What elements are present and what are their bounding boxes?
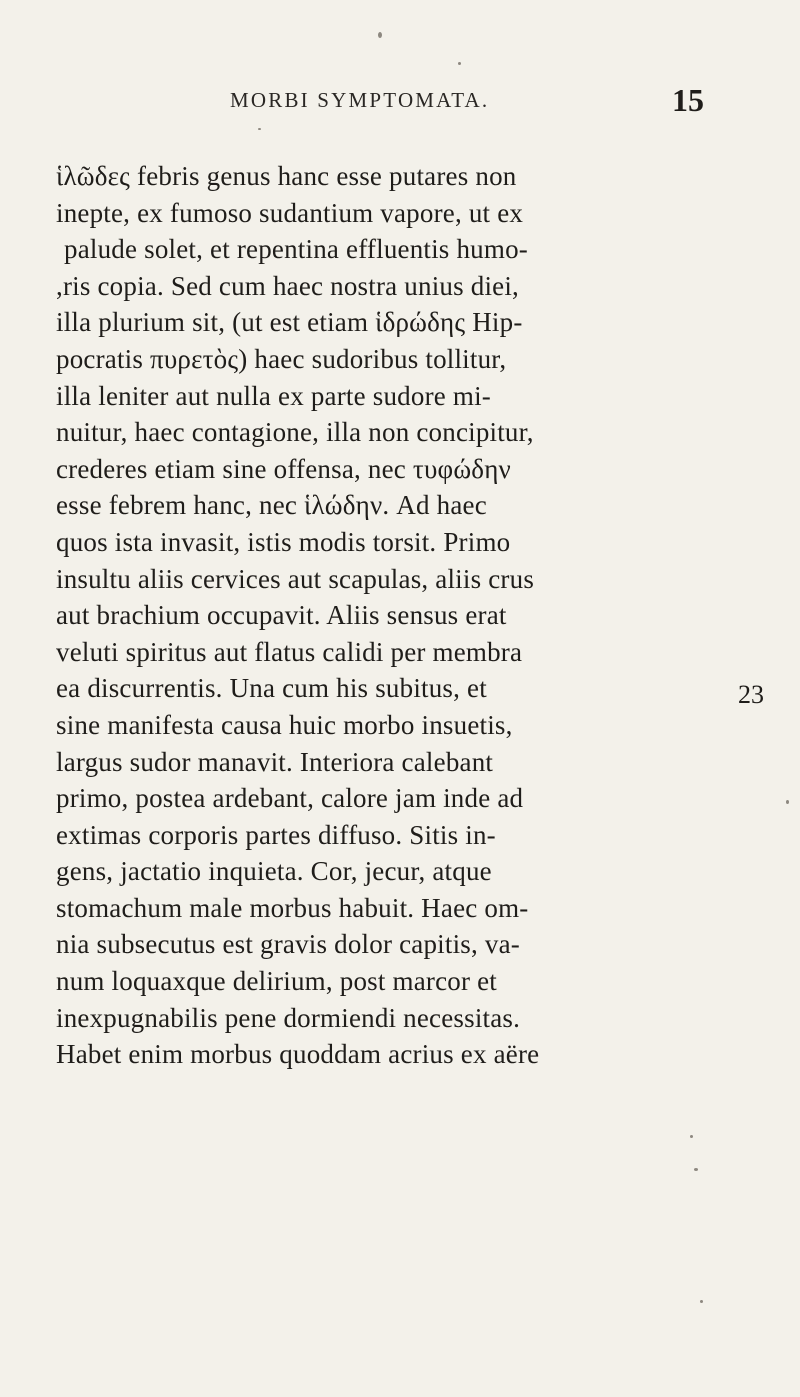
text-line: num loquaxque delirium, post marcor et	[56, 966, 497, 997]
running-head: MORBI SYMPTOMATA.	[230, 88, 490, 112]
ink-speck	[786, 800, 789, 804]
text-line: illa plurium sit, (ut est etiam ἱδρώδης Hip-	[56, 307, 523, 338]
text-line: ea discurrentis. Una cum his subitus, et	[56, 673, 487, 704]
text-line: crederes etiam sine offensa, nec τυφώδην	[56, 453, 511, 484]
text-line: insultu aliis cervices aut scapulas, aliis crus	[56, 563, 535, 594]
ink-speck	[458, 62, 461, 65]
text-line: veluti spiritus aut flatus calidi per membra	[56, 636, 523, 667]
text-line: gens, jactatio inquieta. Cor, jecur, atque	[56, 856, 492, 887]
text-line: Habet enim morbus quoddam acrius ex aëre	[56, 1039, 540, 1070]
text-line: ,ris copia. Sed cum haec nostra unius diei,	[56, 270, 519, 301]
body-text	[56, 158, 746, 1073]
ink-speck	[694, 1168, 698, 1171]
text-line: illa leniter aut nulla ex parte sudore mi-	[56, 380, 491, 411]
page-header	[0, 82, 800, 122]
text-line: palude solet, et repentina effluentis humo-	[64, 234, 528, 265]
text-line: stomachum male morbus habuit. Haec om-	[56, 892, 529, 923]
text-line: pocratis πυρετὸς) haec sudoribus tollitur,	[56, 343, 507, 374]
text-line: inepte, ex fumoso sudantium vapore, ut ex	[56, 197, 524, 228]
text-line: aut brachium occupavit. Aliis sensus erat	[56, 600, 507, 631]
ink-speck	[258, 128, 261, 130]
text-line: esse febrem hanc, nec ἱλώδην. Ad haec	[56, 490, 487, 521]
ink-speck	[700, 1300, 703, 1303]
text-line: nia subsecutus est gravis dolor capitis, va-	[56, 929, 520, 960]
text-line: primo, postea ardebant, calore jam inde ad	[56, 783, 524, 814]
ink-speck	[378, 32, 382, 38]
text-line: largus sudor manavit. Interiora calebant	[56, 746, 494, 777]
text-line: quos ista invasit, istis modis torsit. Primo	[56, 526, 511, 557]
margin-line-number: 23	[738, 680, 764, 709]
text-line: nuitur, haec contagione, illa non concipitur,	[56, 417, 534, 448]
page-number: 15	[672, 82, 704, 118]
text-line: ἱλῶδες febris genus hanc esse putares non	[56, 161, 517, 191]
text-line: extimas corporis partes diffuso. Sitis in-	[56, 819, 496, 850]
text-line: inexpugnabilis pene dormiendi necessitas.	[56, 1002, 521, 1033]
ink-speck	[690, 1135, 693, 1138]
text-line: sine manifesta causa huic morbo insuetis,	[56, 709, 513, 740]
